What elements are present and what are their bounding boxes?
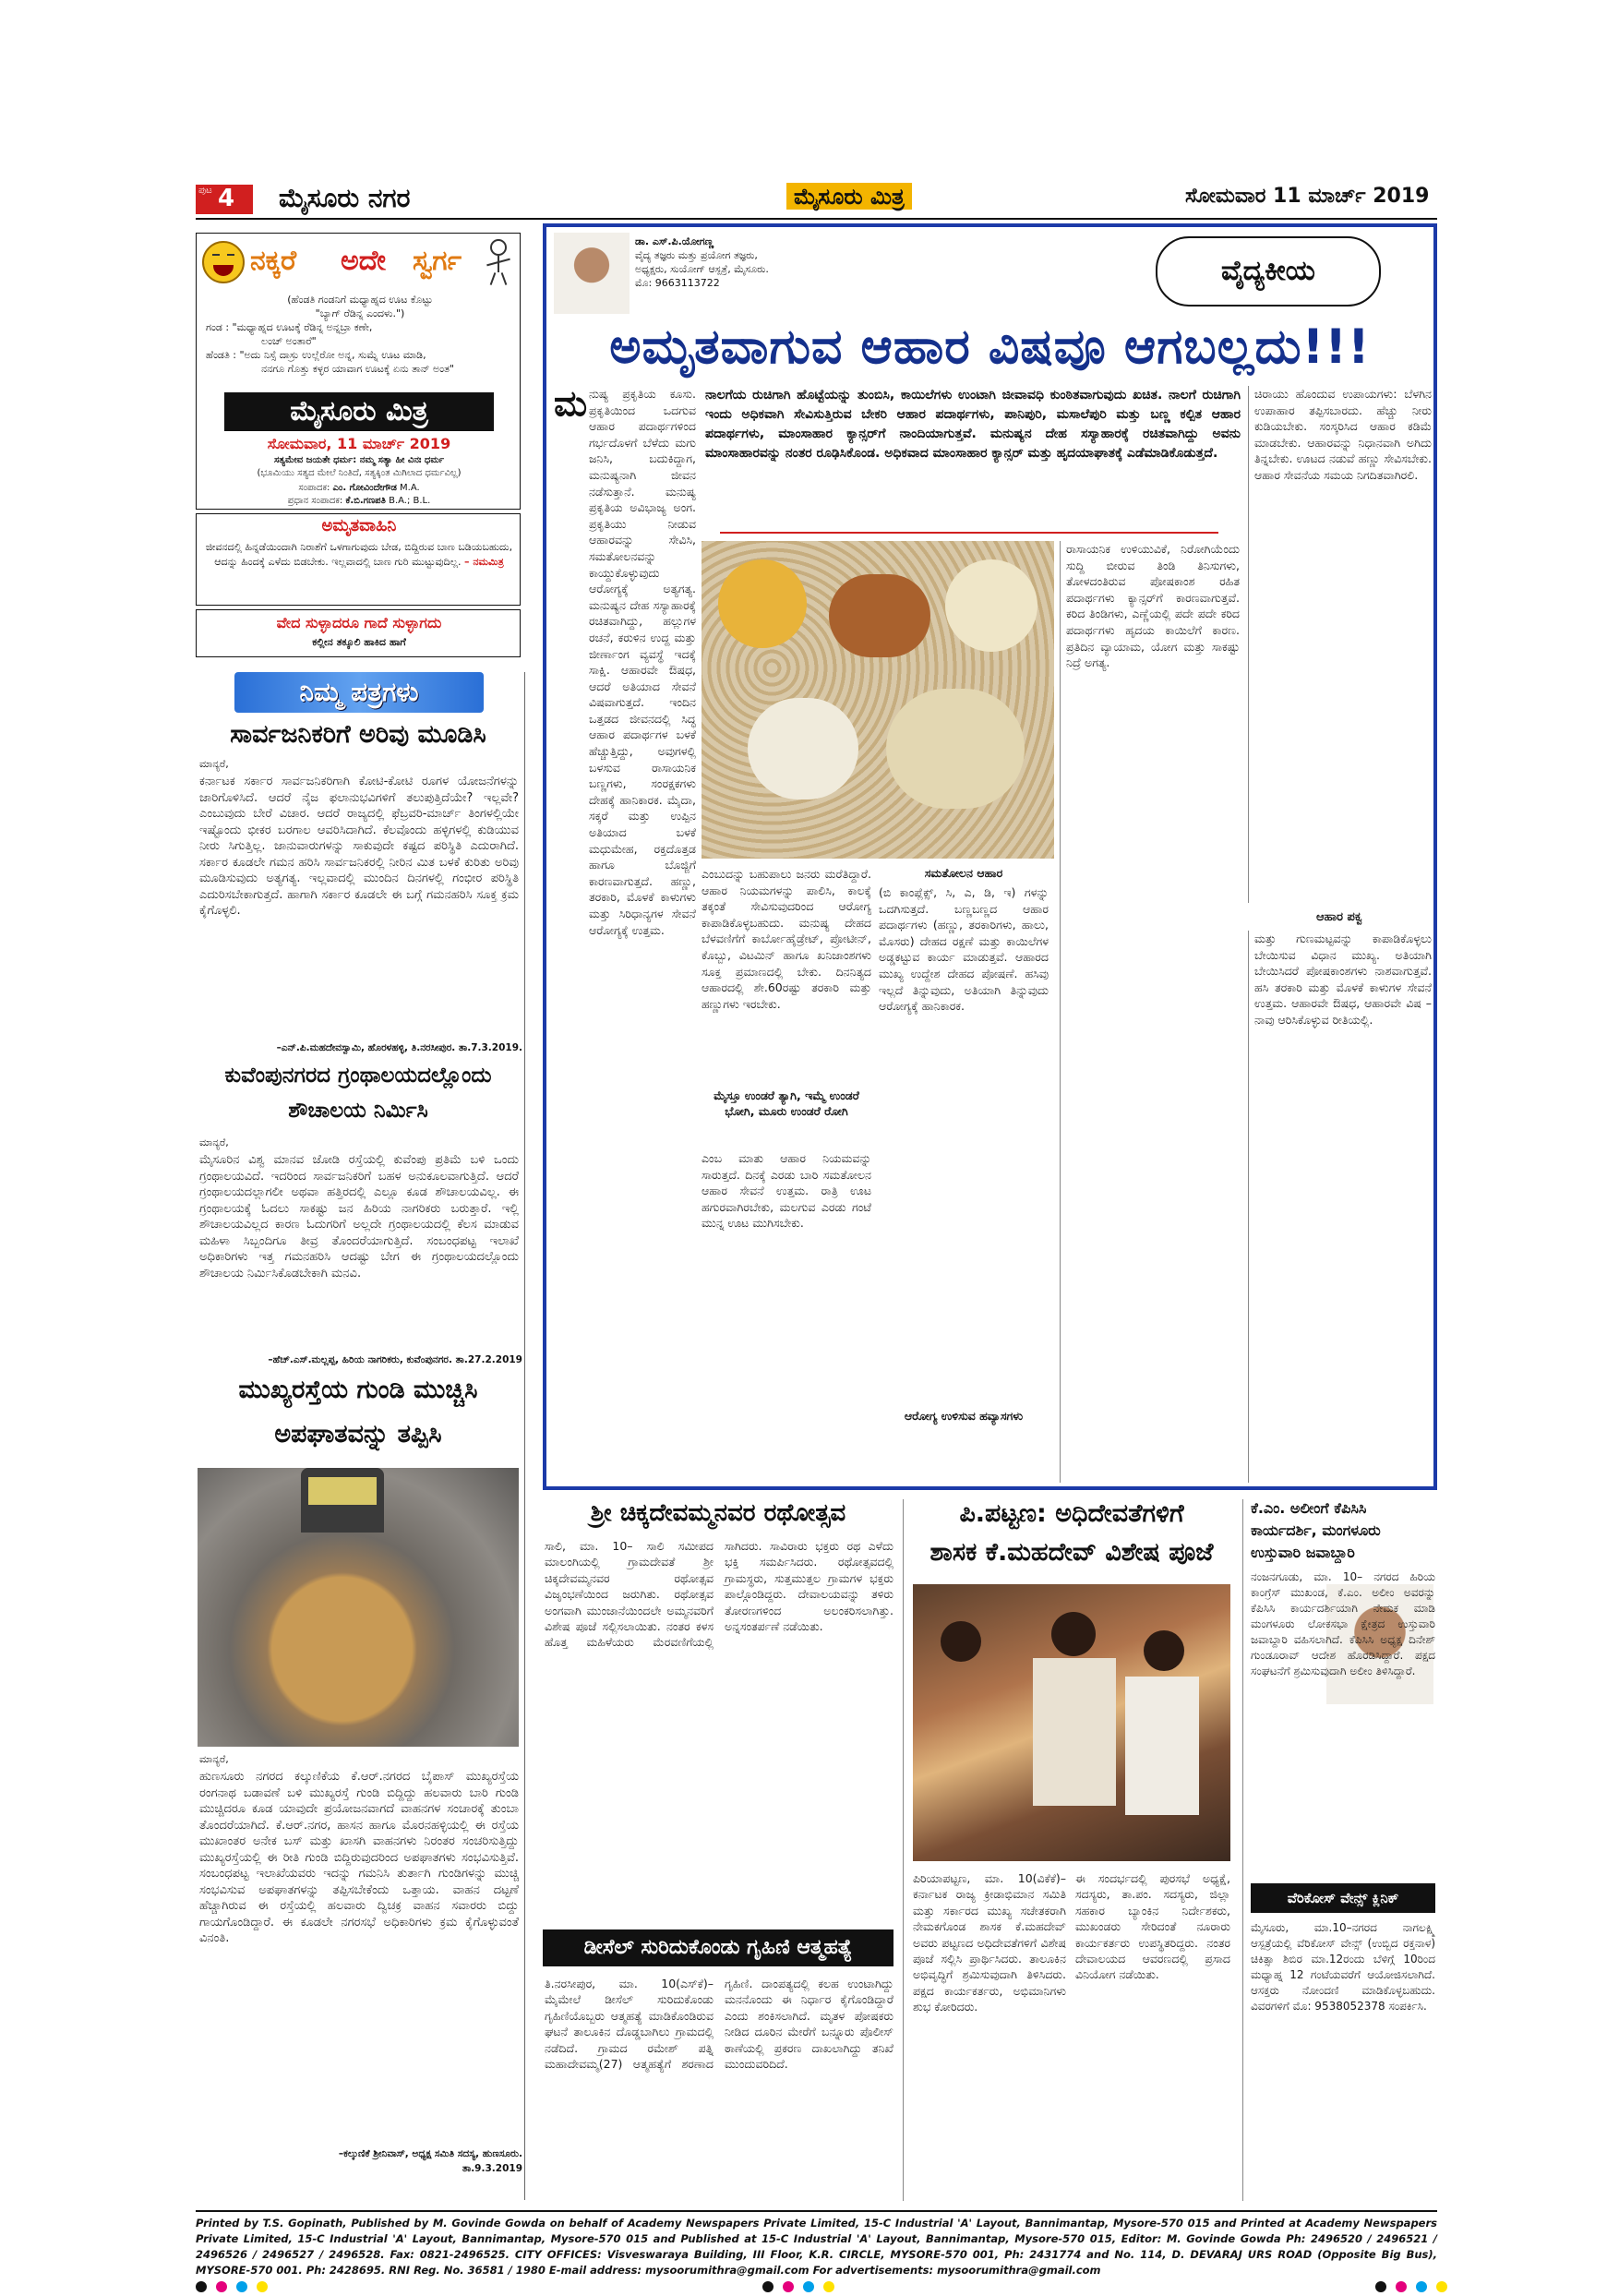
kpcc-headline-2: ಕಾರ್ಯದರ್ಶಿ, ಮಂಗಳೂರು	[1251, 1521, 1381, 1539]
masthead-motto-1: ಸತ್ಯಮೇವ ಜಯತೇ ಧರ್ಮ: ನಮ್ಮ ಸತ್ಯಾ ಹೀ ವಿನಃ ಧರ್ಮ	[273, 455, 445, 465]
health-headline: ಅಮೃತವಾಗುವ ಆಹಾರ ವಿಷವೂ ಆಗಬಲ್ಲದು!!!	[609, 319, 1371, 375]
letter-1-body: ಕರ್ನಾಟಕ ಸರ್ಕಾರ ಸಾರ್ವಜನಿಕರಿಗಾಗಿ ಕೋಟಿ-ಕೋಟಿ ರೂಗಳ ಯೋಜನೆಗಳನ್ನು ಜಾರಿಗೊಳಿಸಿದೆ. ಆದರೆ ನೈಜ ಫಲಾನುಭವಿಗಳಿಗೆ ತಲುಪುತ್ತಿದೆಯೇ? ಇಲ್ಲವೇ? ಎಂಬುವುದು ಬೇರೆ ವಿಚಾರ. ಆದರೆ ರಾಜ್ಯದಲ್ಲಿ ಫೆಬ್ರವರಿ-ಮಾರ್ಚ್ ತಿಂಗಳಲ್ಲಿಯೇ ಇಷ್ಟೊಂದು ಭೀಕರ ಬರಗಾಲ ಆವರಿಸಿದಾಗಿದೆ. ಕೆಲವೊಂದು ಹಳ್ಳಿಗಳಲ್ಲಿ ಕುಡಿಯುವ ನೀರು ಸಿಗುತ್ತಿಲ್ಲ. ಜಾನುವಾರುಗಳನ್ನು ಸಾಕುವುದೇ ಕಷ್ಟದ ಪರಿಸ್ಥಿತಿ ಎದುರಾಗಿದೆ. ಸರ್ಕಾರ ಕೂಡಲೇ ಗಮನ ಹರಿಸಿ ಸಾರ್ವಜನಿಕರಲ್ಲಿ ನೀರಿನ ಮಿತ ಬಳಕೆ ಕುರಿತು ಅರಿವು ಮೂಡಿಸುವುದು ಅತ್ಯಗತ್ಯ. ಇಲ್ಲವಾದಲ್ಲಿ ಮುಂದಿನ ದಿನಗಳಲ್ಲಿ ಗಂಭೀರ ಪರಿಸ್ಥಿತಿ ಎದುರಿಸಬೇಕಾಗುತ್ತದೆ. ಹಾಗಾಗಿ ಸರ್ಕಾರ ಕೂಡಲೇ ಈ ಬಗ್ಗೆ ಗಮನಹರಿಸಿ ಸೂಕ್ತ ಕ್ರಮ ಕೈಗೊಳ್ಳಲಿ.	[199, 775, 519, 918]
humor-line-5: ಹೆಂಡತಿ : "ಅದು ನಿಸ್ಸೆ ದಾಸ್ರು ಉಲ್ಲೆರೋ ಅನ್ನ, ಸುಮ್ನೆ ಊಟ ಮಾಡಿ,	[206, 349, 426, 361]
health-tag-text: ವೈದ್ಯಕೀಯ	[1221, 255, 1315, 287]
humor-box	[196, 233, 521, 510]
story-suicide	[543, 1929, 893, 2203]
humor-title-bar	[202, 239, 516, 287]
editor-name: ಎಂ. ಗೋವಿಂದೇಗೌಡ	[332, 483, 397, 493]
health-col-2: ಎಂಬುದನ್ನು ಬಹುಪಾಲು ಜನರು ಮರೆತಿದ್ದಾರೆ. ಆಹಾರ ನಿಯಮಗಳನ್ನು ಪಾಲಿಸಿ, ಕಾಲಕ್ಕೆ ತಕ್ಕಂತೆ ಸೇವಿಸುವುದರಿಂದ ಆರೋಗ್ಯ ಕಾಪಾಡಿಕೊಳ್ಳಬಹುದು. ಮನುಷ್ಯ ದೇಹದ ಬೆಳವಣಿಗೆಗೆ ಕಾರ್ಬೋಹೈಡ್ರೇಟ್, ಪ್ರೋಟೀನ್, ಕೊಬ್ಬು, ವಿಟಮಿನ್ ಹಾಗೂ ಖನಿಜಾಂಶಗಳು ಸೂಕ್ತ ಪ್ರಮಾಣದಲ್ಲಿ ಬೇಕು. ದಿನನಿತ್ಯದ ಆಹಾರದಲ್ಲಿ ಶೇ.60ರಷ್ಟು ತರಕಾರಿ ಮತ್ತು ಹಣ್ಣುಗಳು ಇರಬೇಕು.	[702, 867, 871, 1011]
suicide-headline-bar	[543, 1929, 893, 1966]
kpcc-body: ನಂಜನಗೂಡು, ಮಾ. 10– ನಗರದ ಹಿರಿಯ ಕಾಂಗ್ರೆಸ್ ಮುಖಂಡ, ಕೆ.ಎಂ. ಅಲೀಂ ಅವರನ್ನು ಕೆಪಿಸಿಸಿ ಕಾರ್ಯದರ್ಶಿಯಾಗಿ ನೇಮಕ ಮಾಡಿ ಮಂಗಳೂರು ಲೋಕಸಭಾ ಕ್ಷೇತ್ರದ ಉಸ್ತುವಾರಿ ಜವಾಬ್ದಾರಿ ವಹಿಸಲಾಗಿದೆ. ಕೆಪಿಸಿಸಿ ಅಧ್ಯಕ್ಷ ದಿನೇಶ್ ಗುಂಡೂರಾವ್ ಆದೇಶ ಹೊರಡಿಸಿದ್ದಾರೆ. ಪಕ್ಷದ ಸಂಘಟನೆಗೆ ಶ್ರಮಿಸುವುದಾಗಿ ಅಲೀಂ ತಿಳಿಸಿದ್ದಾರೆ.	[1251, 1570, 1435, 1677]
author-name: ಡಾ. ಎಸ್.ಪಿ.ಯೋಗಣ್ಣ	[635, 235, 714, 247]
author-title: ವೈದ್ಯ ತಜ್ಞರು ಮತ್ತು ಪ್ರಯೋಗ ತಜ್ಞರು,	[635, 249, 758, 261]
footer-rule	[196, 2210, 1437, 2212]
masthead-editor	[197, 481, 522, 495]
registration-dots-right	[1375, 2278, 1457, 2296]
laughing-face-icon	[202, 241, 245, 283]
saying-text: ಕಲ್ಲೀನ ತಕ್ಕೂಲಿ ಹಾಕಿದ ಹಾಗೆ	[312, 636, 406, 648]
story-puja	[903, 1499, 1235, 2201]
humor-title-3: ಸ್ವರ್ಗ	[413, 245, 462, 277]
header-date: ಸೋಮವಾರ 11 ಮಾರ್ಚ್ 2019	[1185, 185, 1430, 208]
clinic-headline: ವೆರಿಕೋಸ್ ವೇನ್ಸ್ ಕ್ಲಿನಿಕ್	[1287, 1890, 1399, 1906]
letter-2-title: ಕುವೆಂಪುನಗರದ ಗ್ರಂಥಾಲಯದಲ್ಲೊಂದು	[224, 1064, 492, 1088]
page-label: ಪುಟ	[198, 186, 212, 196]
puja-headline-2: ಶಾಸಕ ಕೆ.ಮಹದೇವ್ ವಿಶೇಷ ಪೂಜೆ	[929, 1538, 1214, 1567]
humor-line-1: (ಹೆಂಡತಿ ಗಂಡನಿಗೆ ಮಧ್ಯಾಹ್ನದ ಊಟ ಕೊಟ್ಟು	[287, 294, 433, 306]
page-number-box	[196, 185, 253, 214]
puja-body-right: ಈ ಸಂದರ್ಭದಲ್ಲಿ ಪುರಸಭೆ ಅಧ್ಯಕ್ಷೆ, ಸದಸ್ಯರು, ತಾ.ಪಂ. ಸದಸ್ಯರು, ಜಿಲ್ಲಾ ಸಹಕಾರ ಬ್ಯಾಂಕಿನ ನಿರ್ದೇಶಕರು, ಮುಖಂಡರು ಸೇರಿದಂತೆ ನೂರಾರು ಕಾರ್ಯಕರ್ತರು ಉಪಸ್ಥಿತರಿದ್ದರು. ನಂತರ ದೇವಾಲಯದ ಆವರಣದಲ್ಲಿ ಪ್ರಸಾದ ವಿನಿಯೋಗ ನಡೆಯಿತು.	[1075, 1871, 1230, 1982]
health-col-5b: ಮತ್ತು ಗುಣಮಟ್ಟವನ್ನು ಕಾಪಾಡಿಕೊಳ್ಳಲು ಬೇಯಿಸುವ ವಿಧಾನ ಮುಖ್ಯ. ಅತಿಯಾಗಿ ಬೇಯಿಸಿದರೆ ಪೋಷಕಾಂಶಗಳು ನಾಶವಾಗುತ್ತವೆ. ಹಸಿ ತರಕಾರಿ ಮತ್ತು ಮೊಳಕೆ ಕಾಳುಗಳ ಸೇವನೆ ಉತ್ತಮ. ಆಹಾರವೇ ಔಷಧ, ಆಹಾರವೇ ವಿಷ – ನಾವು ಆರಿಸಿಕೊಳ್ಳುವ ರೀತಿಯಲ್ಲಿ.	[1248, 931, 1432, 1483]
health-col-5-subhead: ಆಹಾರ ಪಕ್ವ	[1315, 910, 1363, 924]
suicide-body: ತಿ.ನರಸೀಪುರ, ಮಾ. 10(ಎಸ್‌ಕೆ)– ಮೈಮೇಲೆ ಡೀಸೆಲ್ ಸುರಿದುಕೊಂಡು ಗೃಹಿಣಿಯೊಬ್ಬರು ಆತ್ಮಹತ್ಯೆ ಮಾಡಿಕೊಂಡಿರುವ ಘಟನೆ ತಾಲೂಕಿನ ದೊಡ್ಡಬಾಗಿಲು ಗ್ರಾಮದಲ್ಲಿ ನಡೆದಿದೆ. ಗ್ರಾಮದ ರಮೇಶ್ ಪತ್ನಿ ಮಹಾದೇವಮ್ಮ(27) ಆತ್ಮಹತ್ಯೆಗೆ ಶರಣಾದ ಗೃಹಿಣಿ. ದಾಂಪತ್ಯದಲ್ಲಿ ಕಲಹ ಉಂಟಾಗಿದ್ದು ಮನನೊಂದು ಈ ನಿರ್ಧಾರ ಕೈಗೊಂಡಿದ್ದಾರೆ ಎಂದು ಶಂಕಿಸಲಾಗಿದೆ. ಮೃತಳ ಪೋಷಕರು ನೀಡಿದ ದೂರಿನ ಮೇರೆಗೆ ಬನ್ನೂರು ಪೊಲೀಸ್ ಠಾಣೆಯಲ್ಲಿ ಪ್ರಕರಣ ದಾಖಲಾಗಿದ್ದು ತನಿಖೆ ಮುಂದುವರಿದಿದೆ.	[545, 1977, 893, 2072]
kpcc-headline-1: ಕೆ.ಎಂ. ಅಲೀಂಗೆ ಕೆಪಿಸಿಸಿ	[1251, 1499, 1367, 1517]
amrutavahini-body: ಜೀವನದಲ್ಲಿ ಹಿನ್ನಡೆಯಿಂದಾಗಿ ನಿರಾಶೆಗೆ ಒಳಗಾಗುವುದು ಬೇಡ, ಬಿದ್ದಿರುವ ಬಾಣ ಬಡಿಯಬಹುದು, ಆದನ್ನು ಹಿಂದಕ್ಕೆ ಎಳೆದು ಬಿಡಬೇಕು. ಇಲ್ಲವಾದಲ್ಲಿ ಬಾಣ ಗುರಿ ಮುಟ್ಟುವುದಿಲ್ಲ.	[205, 541, 513, 568]
humor-line-4: ಲಂಚ್ ಅಂತಾರೆ"	[261, 335, 317, 347]
humor-title-2: ಅದೇ	[341, 245, 386, 277]
header-rule	[196, 218, 1437, 220]
letter-2-body: ಮೈಸೂರಿನ ವಿಶ್ವ ಮಾನವ ಜೋಡಿ ರಸ್ತೆಯಲ್ಲಿ ಕುವೆಂಪು ಪ್ರತಿಮೆ ಬಳಿ ಒಂದು ಗ್ರಂಥಾಲಯವಿದೆ. ಇದರಿಂದ ಸಾರ್ವಜನಿಕರಿಗೆ ಬಹಳ ಅನುಕೂಲವಾಗುತ್ತಿದೆ. ಆದರೆ ಗ್ರಂಥಾಲಯದಲ್ಲಾಗಲೀ ಅಥವಾ ಹತ್ತಿರದಲ್ಲಿ ಎಲ್ಲೂ ಕೂಡ ಶೌಚಾಲಯವಿಲ್ಲ. ಈ ಗ್ರಂಥಾಲಯಕ್ಕೆ ಓದಲು ಸಾಕಷ್ಟು ಜನ ಹಿರಿಯ ನಾಗರಿಕರು ಬರುತ್ತಾರೆ. ಇಲ್ಲಿ ಶೌಚಾಲಯವಿಲ್ಲದ ಕಾರಣ ಓದುಗರಿಗೆ ಅಲ್ಲದೇ ಗ್ರಂಥಾಲಯದಲ್ಲಿ ಕೆಲಸ ಮಾಡುವ ಮಹಿಳಾ ಸಿಬ್ಬಂದಿಗೂ ತೀವ್ರ ತೊಂದರೆಯಾಗುತ್ತಿದೆ. ಸಂಬಂಧಪಟ್ಟ ಇಲಾಖೆ ಅಧಿಕಾರಿಗಳು ಇತ್ತ ಗಮನಹರಿಸಿ ಆದಷ್ಟು ಬೇಗ ಈ ಗ್ರಂಥಾಲಯದಲ್ಲೊಂದು ಶೌಚಾಲಯ ನಿರ್ಮಿಸಿಕೊಡಬೇಕಾಗಿ ಮನವಿ.	[199, 1153, 519, 1280]
section-title: ಮೈಸೂರು ನಗರ	[279, 183, 411, 213]
story-chariot	[543, 1499, 893, 1675]
publisher-name: ಕೆ.ಬಿ.ಗಣಪತಿ	[345, 496, 386, 506]
grains-photo	[702, 541, 1054, 859]
header-bar	[196, 185, 1437, 212]
suicide-headline: ಡೀಸೆಲ್ ಸುರಿದುಕೊಂಡು ಗೃಹಿಣಿ ಆತ್ಮಹತ್ಯೆ	[583, 1936, 853, 1959]
puja-photo	[913, 1584, 1230, 1861]
letter-1-signature: –ಎನ್.ಪಿ.ಮಹದೇವಸ್ವಾಮಿ, ಹೊರಳಹಳ್ಳಿ, ತಿ.ನರಸೀಪುರ. ತಾ.7.3.2019.	[276, 1042, 522, 1053]
publisher-label: ಪ್ರಧಾನ ಸಂಪಾದಕ:	[287, 496, 343, 506]
humor-text	[206, 293, 514, 376]
masthead-date: ಸೋಮವಾರ, 11 ಮಾರ್ಚ್ 2019	[267, 435, 451, 452]
saying-box	[196, 609, 521, 657]
humor-line-3: ಗಂಡ : "ಮಧ್ಯಾಹ್ನದ ಊಟಕ್ಕೆ ರೆಡಿನ್ನ ಅನ್ನಬ್ರಾ ಕಣೇ,	[206, 321, 373, 333]
masthead-motto-2: (ಭೂಮಿಯು ಸತ್ಯದ ಮೇಲೆ ನಿಂತಿದೆ, ಸತ್ಯಕ್ಕಿಂತ ಮಿಗಿಲಾದ ಧರ್ಮವಿಲ್ಲ)	[257, 468, 462, 478]
masthead-logo-text: ಮೈಸೂರು ಮಿತ್ರ	[290, 395, 428, 427]
dropcap: ಮ	[554, 383, 588, 424]
page-number: 4	[218, 185, 235, 212]
author-photo	[554, 233, 630, 314]
letter-3-date: ತಾ.9.3.2019	[462, 2163, 522, 2174]
deck-underline	[720, 532, 1218, 534]
masthead-publisher	[197, 494, 522, 508]
chariot-body: ಸಾಲಿ, ಮಾ. 10– ಸಾಲಿ ಸಮೀಪದ ಮಾಲಂಗಿಯಲ್ಲಿ ಗ್ರಾಮದೇವತೆ ಶ್ರೀ ಚಿಕ್ಕದೇವಮ್ಮನವರ ರಥೋತ್ಸವ ವಿಜೃಂಭಣೆಯಿಂದ ಜರುಗಿತು. ರಥೋತ್ಸವ ಅಂಗವಾಗಿ ಮುಂಜಾನೆಯಿಂದಲೇ ಅಮ್ಮನವರಿಗೆ ವಿಶೇಷ ಪೂಜೆ ಸಲ್ಲಿಸಲಾಯಿತು. ನಂತರ ಕಳಸ ಹೊತ್ತ ಮಹಿಳೆಯರು ಮೆರವಣಿಗೆಯಲ್ಲಿ ಸಾಗಿದರು. ಸಾವಿರಾರು ಭಕ್ತರು ರಥ ಎಳೆದು ಭಕ್ತಿ ಸಮರ್ಪಿಸಿದರು. ರಥೋತ್ಸವದಲ್ಲಿ ಗ್ರಾಮಸ್ಥರು, ಸುತ್ತಮುತ್ತಲ ಗ್ರಾಮಗಳ ಭಕ್ತರು ಪಾಲ್ಗೊಂಡಿದ್ದರು. ದೇವಾಲಯವನ್ನು ತಳಿರು ತೋರಣಗಳಿಂದ ಅಲಂಕರಿಸಲಾಗಿತ್ತು. ಅನ್ನಸಂತರ್ಪಣೆ ನಡೆಯಿತು.	[545, 1539, 893, 1650]
masthead-logo	[224, 392, 494, 431]
health-col-2-subhead: ಮೈಸ್ತೂ ಉಂಡರೆ ತ್ಯಾಗಿ, ಇಮ್ಮೆ ಉಂಡರೆ ಭೋಗಿ, ಮೂರು ಉಂಡರೆ ರೋಗಿ	[714, 1088, 859, 1118]
letter-3-body: ಹುಣಸೂರು ನಗರದ ಕಲ್ಕುಣಿಕೆಯ ಕೆ.ಆರ್.ನಗರದ ಬೈಪಾಸ್ ಮುಖ್ಯರಸ್ತೆಯ ರಂಗನಾಥ ಬಡಾವಣೆ ಬಳಿ ಮುಖ್ಯರಸ್ತೆ ಗುಂಡಿ ಬಿದ್ದಿದ್ದು ಹಲವಾರು ಬಾರಿ ಗುಂಡಿ ಮುಚ್ಚಿದರೂ ಕೂಡ ಯಾವುದೇ ಪ್ರಯೋಜನವಾಗದೆ ವಾಹನಗಳ ಸಂಚಾರಕ್ಕೆ ತುಂಬಾ ತೊಂದರೆಯಾಗಿದೆ. ಕೆ.ಆರ್.ನಗರ, ಹಾಸನ ಹಾಗೂ ಮೊರನಹಳ್ಳಿಯಲ್ಲಿ ಈ ರಸ್ತೆಯ ಮುಖಾಂತರ ಅನೇಕ ಬಸ್ ಮತ್ತು ಖಾಸಗಿ ವಾಹನಗಳು ನಿರಂತರ ಸಂಚರಿಸುತ್ತಿದ್ದು ಮುಖ್ಯರಸ್ತೆಯಲ್ಲಿ ಈ ರೀತಿ ಗುಂಡಿ ಬಿದ್ದಿರುವುದರಿಂದ ಅಪಘಾತಗಳು ಸಂಭವಿಸುತ್ತಿವೆ. ಸಂಬಂಧಪಟ್ಟ ಇಲಾಖೆಯವರು ಇದನ್ನು ಗಮನಿಸಿ ತುರ್ತಾಗಿ ಗುಂಡಿಗಳನ್ನು ಮುಚ್ಚಿ ಸಂಭವಿಸುವ ಅಪಘಾತಗಳನ್ನು ತಪ್ಪಿಸಬೇಕೆಂದು ಒತ್ತಾಯ. ವಾಹನ ದಟ್ಟಣೆ ಹೆಚ್ಚಾಗಿರುವ ಈ ರಸ್ತೆಯಲ್ಲಿ ಹಲವಾರು ದ್ವಿಚಕ್ರ ವಾಹನ ಸವಾರರು ಬಿದ್ದು ಗಾಯಗೊಂಡಿದ್ದಾರೆ. ಈ ಕೂಡಲೇ ನಗರಸಭೆ ಅಧಿಕಾರಿಗಳು ಕ್ರಮ ಕೈಗೊಳ್ಳುವಂತೆ ವಿನಂತಿ.	[199, 1770, 519, 1945]
letters-section	[196, 672, 525, 2200]
humor-title-1: ನಕ್ಕರೆ	[250, 245, 297, 277]
letter-3-signature: –ಕಲ್ಕುಣಿಕೆ ಶ್ರೀನಿವಾಸ್, ಅಧ್ಯಕ್ಷ ಸಮಿತಿ ಸದಸ್ಯ, ಹುಣಸೂರು.	[338, 2148, 522, 2159]
health-tag	[1156, 236, 1381, 307]
author-phone: ಮೊ: 9663113722	[635, 277, 720, 289]
publisher-degree: B.A.; B.L.	[389, 496, 431, 506]
letter-2-signature: –ಹೆಚ್.ಎಸ್.ಮಲ್ಲಪ್ಪ, ಹಿರಿಯ ನಾಗರಿಕರು, ಕುವೆಂಪುನಗರ. ತಾ.27.2.2019	[268, 1354, 522, 1365]
health-col-5: ಚಿರಾಯು ಹೊಂದುವ ಉಪಾಯಗಳು: ಬೆಳಗಿನ ಉಪಾಹಾರ ತಪ್ಪಿಸಬಾರದು. ಹೆಚ್ಚು ನೀರು ಕುಡಿಯಬೇಕು. ಸಂಸ್ಕರಿಸಿದ ಆಹಾರ ಕಡಿಮೆ ಮಾಡಬೇಕು. ಆಹಾರವನ್ನು ನಿಧಾನವಾಗಿ ಅಗಿದು ತಿನ್ನಬೇಕು. ಊಟದ ನಡುವೆ ಹಣ್ಣು ಸೇವಿಸಬೇಕು. ಆಹಾರ ಸೇವನೆಯ ಸಮಯ ನಿಗದಿತವಾಗಿರಲಿ.	[1248, 386, 1432, 903]
cartoon-man-icon	[483, 239, 514, 285]
humor-line-2: "ಬ್ಯಾಗ್ ರೆಡಿನ್ನ ಎಂದಳು.")	[315, 307, 405, 319]
registration-dots-center	[762, 2278, 844, 2296]
health-col-3: (ಬಿ ಕಾಂಪ್ಲೆಕ್ಸ್, ಸಿ, ಎ, ಡಿ, ಇ) ಗಳನ್ನು ಒದಗಿಸುತ್ತದೆ. ಬಣ್ಣಬಣ್ಣದ ಆಹಾರ ಪದಾರ್ಥಗಳು (ಹಣ್ಣು, ತರಕಾರಿಗಳು, ಹಾಲು, ಮೊಸರು) ದೇಹದ ರಕ್ಷಣೆ ಮತ್ತು ಕಾಯಿಲೆಗಳ ಅಡ್ಡಕಟ್ಟುವ ಕಾರ್ಯ ಮಾಡುತ್ತವೆ. ಆಹಾರದ ಮುಖ್ಯ ಉದ್ದೇಶ ದೇಹದ ಪೋಷಣೆ. ಹಸಿವು ಇಲ್ಲದೆ ತಿನ್ನುವುದು, ಅತಿಯಾಗಿ ತಿನ್ನುವುದು ಆರೋಗ್ಯಕ್ಕೆ ಹಾನಿಕಾರಕ.	[879, 885, 1049, 1014]
pothole-photo	[198, 1468, 519, 1747]
puja-body-left: ಪಿರಿಯಾಪಟ್ಟಣ, ಮಾ. 10(ವಿಕೆಕೆ)– ಕರ್ನಾಟಕ ರಾಜ್ಯ ಕ್ರೀಡಾಭಿಮಾನ ಸಮಿತಿ ಮತ್ತು ಸರ್ಕಾರದ ಮುಖ್ಯ ಸಚೇತಕರಾಗಿ ನೇಮಕಗೊಂಡ ಶಾಸಕ ಕೆ.ಮಹದೇವ್ ಅವರು ಪಟ್ಟಣದ ಅಧಿದೇವತೆಗಳಿಗೆ ವಿಶೇಷ ಪೂಜೆ ಸಲ್ಲಿಸಿ ಪ್ರಾರ್ಥಿಸಿದರು. ತಾಲೂಕಿನ ಅಭಿವೃದ್ಧಿಗೆ ಶ್ರಮಿಸುವುದಾಗಿ ತಿಳಿಸಿದರು. ಪಕ್ಷದ ಕಾರ್ಯಕರ್ತರು, ಅಭಿಮಾನಿಗಳು ಶುಭ ಕೋರಿದರು.	[913, 1871, 1066, 2014]
clinic-headline-bar	[1251, 1883, 1435, 1913]
health-col-2-subhead-1: ಸಮತೋಲನ ಆಹಾರ	[924, 866, 1003, 880]
letter-2-subtitle: ಶೌಚಾಲಯ ನಿರ್ಮಿಸಿ	[288, 1099, 428, 1123]
footer-imprint: Printed by T.S. Gopinath, Published by M. Govinde Gowda on behalf of Academy Newspapers Private Limited, 15-C Industrial 'A' Layout, Bannimantap, Mysore-570 015 and Printed at Academy Newspapers Private Limited, 15-C Industrial 'A' Layout, Bannimantap, Mysore-570 015 and Published at 15-C Industrial 'A' Layout, Bannimantap, Mysore-570 015, Editor: M. Govinde Gowda Ph: 2496520 / 2496521 / 2496526 / 2496527 / 2496528. Fax: 0821-2496525. CITY OFFICES: Visveswaraya Building, III Floor, K.R. CIRCLE, MYSORE-570 001, Ph: 2431774 and No. 114, D. DEVARAJ URS ROAD (Opposite Big Bus), MYSORE-570 001. Ph: 2428695. RNI Reg. No. 36581 / 1980 E-mail address: mysoorumithra@gmail.com For advertisements: mysoorumithra@gmail.com	[196, 2217, 1437, 2277]
kpcc-headline-3: ಉಸ್ತುವಾರಿ ಜವಾಬ್ದಾರಿ	[1251, 1544, 1355, 1561]
masthead-small: ಮೈಸೂರು ಮಿತ್ರ	[786, 183, 912, 210]
health-col-1: ನುಷ್ಯ ಪ್ರಕೃತಿಯ ಕೂಸು. ಪ್ರಕೃತಿಯಿಂದ ಒದಗುವ ಆಹಾರ ಪದಾರ್ಥಗಳಿಂದ ಗರ್ಭದೊಳಗೆ ಬೆಳೆದು ಮಗು ಜನಿಸಿ, ಬದುಕಿದ್ದಾಗ, ಮನುಷ್ಯನಾಗಿ ಜೀವನ ನಡೆಸುತ್ತಾನೆ. ಮನುಷ್ಯ ಪ್ರಕೃತಿಯ ಅವಿಭಾಜ್ಯ ಅಂಗ. ಪ್ರಕೃತಿಯು ನೀಡುವ ಆಹಾರವನ್ನು ಸೇವಿಸಿ, ಸಮತೋಲನವನ್ನು ಕಾಯ್ದುಕೊಳ್ಳುವುದು ಆರೋಗ್ಯಕ್ಕೆ ಅತ್ಯಗತ್ಯ. ಮನುಷ್ಯನ ದೇಹ ಸಸ್ಯಾಹಾರಕ್ಕೆ ರಚಿತವಾಗಿದ್ದು, ಹಲ್ಲುಗಳ ರಚನೆ, ಕರುಳಿನ ಉದ್ದ ಮತ್ತು ಜೀರ್ಣಾಂಗ ವ್ಯವಸ್ಥೆ ಇದಕ್ಕೆ ಸಾಕ್ಷಿ. ಆಹಾರವೇ ಔಷಧ, ಆದರೆ ಅತಿಯಾದ ಸೇವನೆ ವಿಷವಾಗುತ್ತದೆ. ಇಂದಿನ ಒತ್ತಡದ ಜೀವನದಲ್ಲಿ ಸಿದ್ಧ ಆಹಾರ ಪದಾರ್ಥಗಳ ಬಳಕೆ ಹೆಚ್ಚುತ್ತಿದ್ದು, ಅವುಗಳಲ್ಲಿ ಬಳಸುವ ರಾಸಾಯನಿಕ ಬಣ್ಣಗಳು, ಸಂರಕ್ಷಕಗಳು ದೇಹಕ್ಕೆ ಹಾನಿಕಾರಕ. ಮೈದಾ, ಸಕ್ಕರೆ ಮತ್ತು ಉಪ್ಪಿನ ಅತಿಯಾದ ಬಳಕೆ ಮಧುಮೇಹ, ರಕ್ತದೊತ್ತಡ ಹಾಗೂ ಬೊಜ್ಜಿಗೆ ಕಾರಣವಾಗುತ್ತದೆ. ಹಣ್ಣು, ತರಕಾರಿ, ಮೊಳಕೆ ಕಾಳುಗಳು ಮತ್ತು ಸಿರಿಧಾನ್ಯಗಳ ಸೇವನೆ ಆರೋಗ್ಯಕ್ಕೆ ಉತ್ತಮ.	[589, 387, 696, 937]
amrutavahini-box	[196, 513, 521, 606]
health-col-2b: ಎಂಬ ಮಾತು ಆಹಾರ ನಿಯಮವನ್ನು ಸಾರುತ್ತದೆ. ದಿನಕ್ಕೆ ಎರಡು ಬಾರಿ ಸಮತೋಲನ ಆಹಾರ ಸೇವನೆ ಉತ್ತಮ. ರಾತ್ರಿ ಊಟ ಹಗುರವಾಗಿರಬೇಕು, ಮಲಗುವ ಎರಡು ಗಂಟೆ ಮುನ್ನ ಊಟ ಮುಗಿಸಬೇಕು.	[702, 1151, 871, 1231]
letter-3-salutation: ಮಾನ್ಯರೆ,	[199, 1753, 229, 1765]
author-hospital: ಅಧ್ಯಕ್ಷರು, ಸುಯೋಗ್ ಆಸ್ಪತ್ರೆ, ಮೈಸೂರು.	[635, 263, 769, 275]
editor-label: ಸಂಪಾದಕ:	[298, 483, 330, 493]
clinic-body: ಮೈಸೂರು, ಮಾ.10–ನಗರದ ನಾಗಲಕ್ಷ್ಮಿ ಆಸ್ಪತ್ರೆಯಲ್ಲಿ ವೆರಿಕೋಸ್ ವೇನ್ಸ್ (ಉಬ್ಬಿದ ರಕ್ತನಾಳ) ಚಿಕಿತ್ಸಾ ಶಿಬಿರ ಮಾ.12ರಂದು ಬೆಳಿಗ್ಗೆ 10ರಿಂದ ಮಧ್ಯಾಹ್ನ 12 ಗಂಟೆಯವರೆಗೆ ಆಯೋಜಿಸಲಾಗಿದೆ. ಆಸಕ್ತರು ನೋಂದಣಿ ಮಾಡಿಕೊಳ್ಳಬಹುದು. ವಿವರಗಳಿಗೆ ಮೊ: 9538052378 ಸಂಪರ್ಕಿಸಿ.	[1251, 1921, 1435, 2013]
amrutavahini-author: – ನಮಮಿತ್ರ	[464, 556, 504, 568]
letter-2-salutation: ಮಾನ್ಯರೆ,	[199, 1136, 229, 1148]
health-col-3-subhead: ಆರೋಗ್ಯ ಉಳಿಸುವ ಹವ್ಯಾಸಗಳು	[904, 1409, 1024, 1423]
puja-headline-1: ಪಿ.ಪಟ್ಟಣ: ಅಧಿದೇವತೆಗಳಿಗೆ	[959, 1499, 1184, 1528]
amrutavahini-title: ಅಮೃತವಾಹಿನಿ	[321, 516, 397, 535]
health-feature	[543, 223, 1437, 1490]
chariot-headline: ಶ್ರೀ ಚಿಕ್ಕದೇವಮ್ಮನವರ ರಥೋತ್ಸವ	[590, 1499, 846, 1527]
letter-3-subtitle: ಅಪಘಾತವನ್ನು ತಪ್ಪಿಸಿ	[274, 1420, 442, 1449]
letter-1-title: ಸಾರ್ವಜನಿಕರಿಗೆ ಅರಿವು ಮೂಡಿಸಿ	[230, 720, 486, 749]
registration-dots-left	[196, 2278, 277, 2296]
health-col-4: ರಾಸಾಯನಿಕ ಉಳಿಯುವಿಕೆ, ನಿರೋಗಿಯೆಂದು ಸುದ್ದಿ ಬೀರುವ ತಿಂಡಿ ತಿನಿಸುಗಳು, ತೋಳದಂತಿರುವ ಪೋಷಕಾಂಶ ರಹಿತ ಪದಾರ್ಥಗಳು ಕ್ಯಾನ್ಸರ್‌ಗೆ ಕಾರಣವಾಗುತ್ತವೆ. ಕರಿದ ತಿಂಡಿಗಳು, ಎಣ್ಣೆಯಲ್ಲಿ ಪದೇ ಪದೇ ಕರಿದ ಪದಾರ್ಥಗಳು ಹೃದಯ ಕಾಯಿಲೆಗೆ ಕಾರಣ. ಪ್ರತಿದಿನ ವ್ಯಾಯಾಮ, ಯೋಗ ಮತ್ತು ಸಾಕಷ್ಟು ನಿದ್ರೆ ಅಗತ್ಯ.	[1060, 541, 1240, 1483]
letter-1-salutation: ಮಾನ್ಯರೆ,	[199, 758, 229, 770]
editor-degree: M.A.	[400, 483, 420, 493]
author-info	[635, 234, 820, 290]
letters-banner-text: ನಿಮ್ಮ ಪತ್ರಗಳು	[299, 677, 419, 707]
letters-banner	[234, 672, 484, 713]
humor-line-6: ನನಗೂ ಗೊತ್ತು ಕಳ್ಳರ ಯಾವಾಗ ಊಟಕ್ಕೆ ಏನು ತಾನ್ ಅಂತ"	[261, 363, 454, 375]
saying-title: ವೇದ ಸುಳ್ಳಾದರೂ ಗಾದೆ ಸುಳ್ಳಾಗದು	[276, 614, 442, 631]
letter-3-title: ಮುಖ್ಯರಸ್ತೆಯ ಗುಂಡಿ ಮುಚ್ಚಿಸಿ	[238, 1376, 478, 1404]
health-deck: ನಾಲಗೆಯ ರುಚಿಗಾಗಿ ಹೊಟ್ಟೆಯನ್ನು ತುಂಬಿಸಿ, ಕಾಯಿಲೆಗಳು ಉಂಟಾಗಿ ಜೀವಾವಧಿ ಕುಂಠಿತವಾಗುವುದು ಖಚಿತ. ನಾಲಗೆ ರುಚಿಗಾಗಿ ಇಂದು ಅಧಿಕವಾಗಿ ಸೇವಿಸುತ್ತಿರುವ ಬೇಕರಿ ಆಹಾರ ಪದಾರ್ಥಗಳು, ಪಾನಿಪುರಿ, ಮಸಾಲೆಪುರಿ ಮತ್ತು ಬಣ್ಣ ಕಲ್ಪಿತ ಆಹಾರ ಪದಾರ್ಥಗಳು, ಮಾಂಸಾಹಾರ ಕ್ಯಾನ್ಸರ್‌ಗೆ ನಾಂದಿಯಾಗುತ್ತವೆ. ಮನುಷ್ಯನ ದೇಹ ಸಸ್ಯಾಹಾರಕ್ಕೆ ರಚಿತವಾಗಿದ್ದು ಅವನು ಮಾಂಸಾಹಾರವನ್ನು ನಂತರ ರೂಢಿಸಿಕೊಂಡ. ಅಧಿಕವಾದ ಮಾಂಸಾಹಾರ ಕ್ಯಾನ್ಸರ್ ಮತ್ತು ಹೃದಯಾಘಾತಕ್ಕೆ ಎಡೆಮಾಡಿಕೊಡುತ್ತದೆ.	[705, 388, 1241, 461]
ad-clinic	[1242, 1883, 1437, 2201]
amrutavahini-text	[204, 540, 514, 570]
